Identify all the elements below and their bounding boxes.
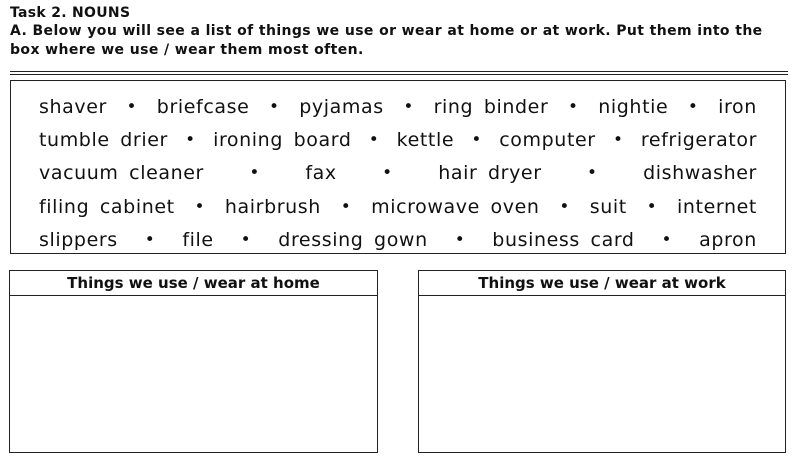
word-item[interactable]: microwave oven: [371, 196, 540, 218]
word-list-box: [10, 80, 786, 254]
work-category-box: [418, 270, 786, 453]
word-item[interactable]: tumble drier: [39, 129, 168, 151]
word-row: [39, 193, 757, 221]
bullet-separator: •: [454, 230, 466, 250]
word-item[interactable]: vacuum cleaner: [39, 162, 204, 184]
bullet-separator: •: [249, 163, 260, 183]
bullet-separator: •: [661, 230, 673, 250]
bullet-separator: •: [185, 130, 196, 150]
home-box-header: Things we use / wear at home: [10, 271, 377, 296]
word-item[interactable]: ring binder: [433, 96, 549, 118]
word-item[interactable]: computer: [499, 129, 596, 151]
word-item[interactable]: apron: [699, 229, 757, 251]
bullet-separator: •: [240, 230, 252, 250]
word-item[interactable]: iron: [718, 96, 757, 118]
word-row: [39, 226, 757, 254]
home-answer-area[interactable]: [10, 296, 377, 452]
bullet-separator: •: [368, 130, 380, 150]
word-item[interactable]: pyjamas: [299, 96, 384, 118]
word-item[interactable]: slippers: [39, 229, 118, 251]
bullet-separator: •: [471, 130, 483, 150]
bullet-separator: •: [612, 130, 624, 150]
divider-rule: [10, 71, 788, 75]
word-item[interactable]: file: [182, 229, 214, 251]
word-item[interactable]: dressing gown: [278, 229, 428, 251]
word-item[interactable]: ironing board: [213, 129, 352, 151]
word-row: [39, 159, 757, 187]
work-answer-area[interactable]: [419, 296, 785, 452]
home-category-box: [9, 270, 378, 453]
word-item[interactable]: briefcase: [156, 96, 250, 118]
bullet-separator: •: [646, 197, 658, 217]
bullet-separator: •: [559, 197, 570, 217]
word-row: [39, 126, 757, 154]
word-item[interactable]: kettle: [396, 129, 455, 151]
word-row: [39, 93, 757, 121]
bullet-separator: •: [340, 197, 352, 217]
word-item[interactable]: shaver: [39, 96, 107, 118]
bullet-separator: •: [687, 97, 699, 117]
word-item[interactable]: suit: [589, 196, 627, 218]
word-item[interactable]: nightie: [598, 96, 669, 118]
bullet-separator: •: [403, 97, 414, 117]
word-item[interactable]: business card: [492, 229, 635, 251]
bullet-separator: •: [269, 97, 280, 117]
word-item[interactable]: dishwasher: [643, 162, 757, 184]
word-item[interactable]: hairbrush: [224, 196, 321, 218]
bullet-separator: •: [568, 97, 579, 117]
task-title: Task 2. NOUNS: [10, 5, 131, 21]
word-item[interactable]: fax: [305, 162, 337, 184]
bullet-separator: •: [194, 197, 206, 217]
bullet-separator: •: [382, 163, 393, 183]
word-item[interactable]: internet: [677, 196, 757, 218]
task-instruction: A. Below you will see a list of things we use or wear at home or at work. Put them into the box where we use / wear them most often.: [10, 23, 763, 58]
word-item[interactable]: hair dryer: [438, 162, 542, 184]
bullet-separator: •: [126, 97, 138, 117]
bullet-separator: •: [587, 163, 598, 183]
word-item[interactable]: filing cabinet: [39, 196, 175, 218]
bullet-separator: •: [144, 230, 156, 250]
word-item[interactable]: refrigerator: [640, 129, 757, 151]
work-box-header: Things we use / wear at work: [419, 271, 785, 296]
